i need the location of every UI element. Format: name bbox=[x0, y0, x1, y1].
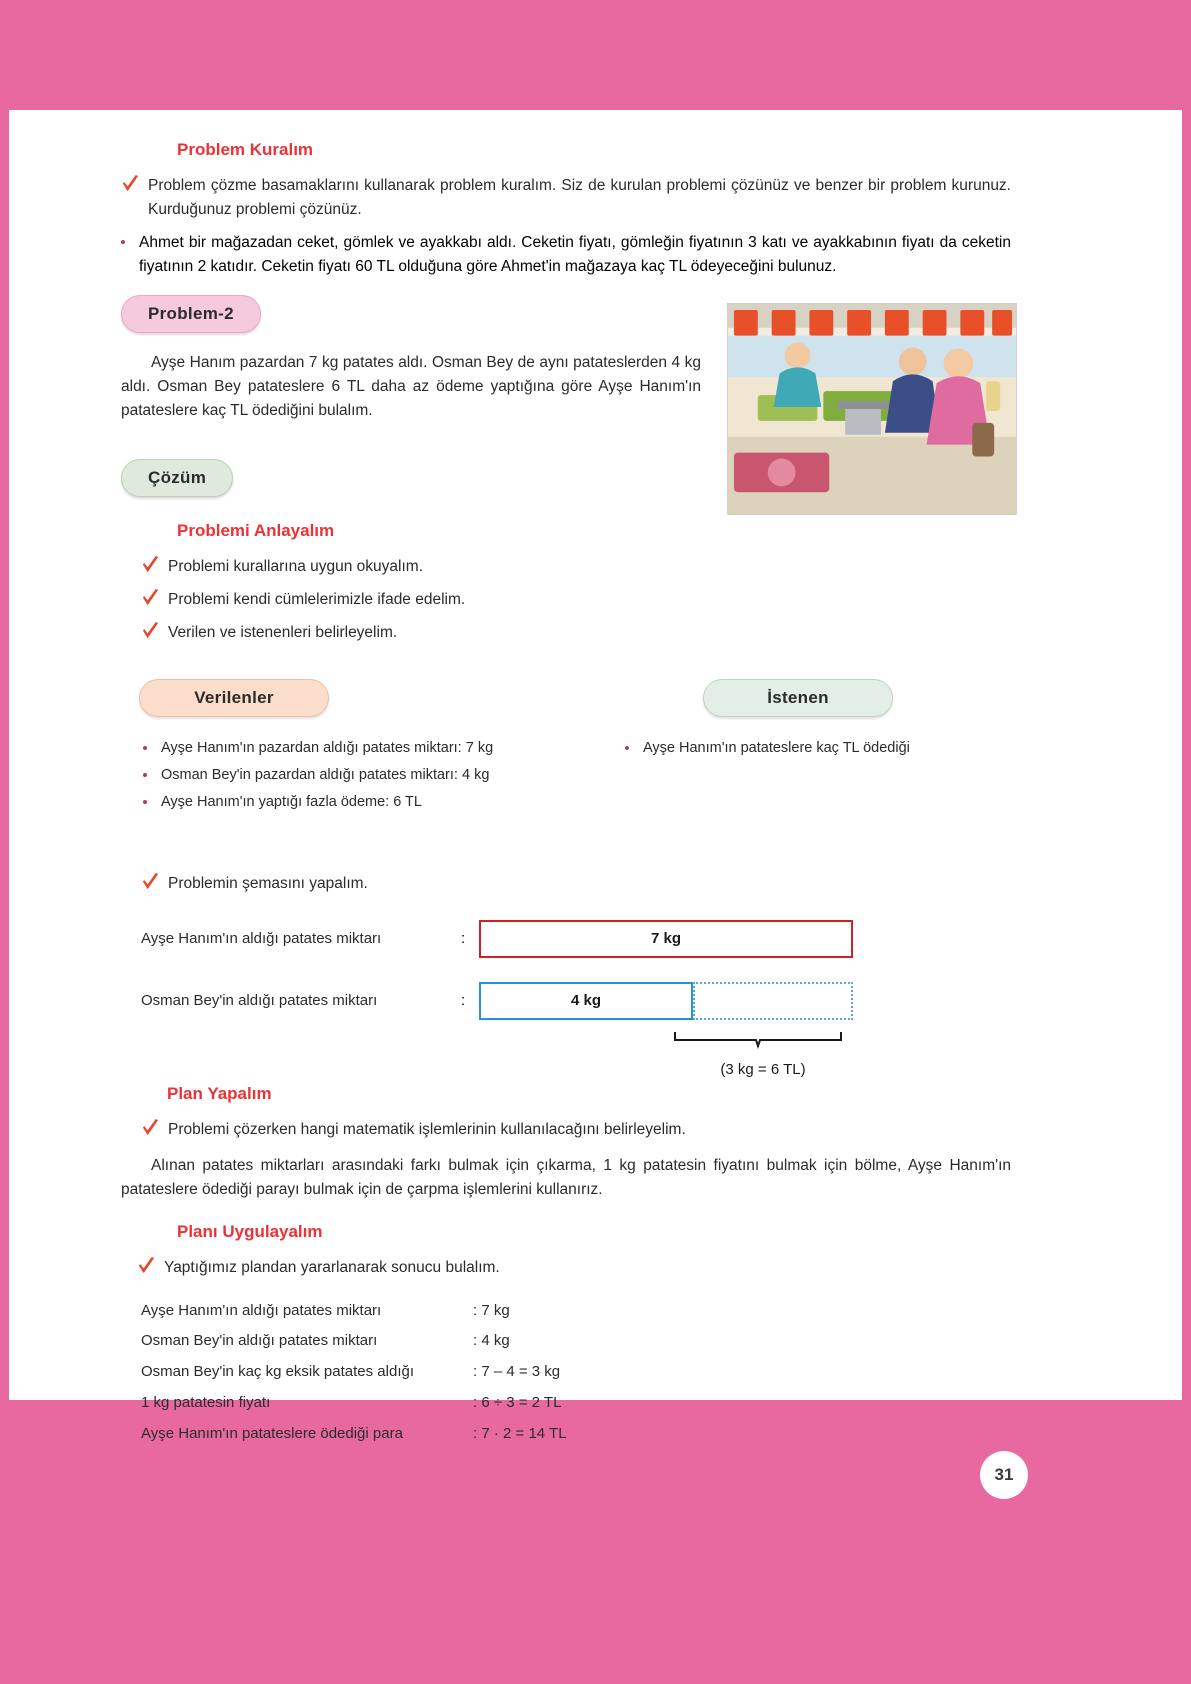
bullet-dot-icon bbox=[143, 773, 147, 777]
schema-row-label: Osman Bey'in aldığı patates miktarı bbox=[141, 992, 378, 1010]
result-value: : 7 – 4 = 3 kg bbox=[473, 1363, 561, 1381]
check-icon bbox=[141, 589, 160, 608]
schema-row-label: Ayşe Hanım'ın aldığı patates miktarı bbox=[141, 930, 382, 948]
given-asked-columns bbox=[121, 679, 1011, 815]
schema-row-colon: : bbox=[461, 992, 466, 1010]
plan-paragraph: Alınan patates miktarları arasındaki farkı bulmak için çıkarma, 1 kg patatesin fiyatını bulmak için bölme, Ayşe Hanım'ın patateslere ödediği parayı bulmak için de çarpma işlemlerini kullanırız. bbox=[121, 1156, 1011, 1198]
result-label: Osman Bey'in aldığı patates miktarı bbox=[141, 1332, 378, 1350]
check-row bbox=[141, 1118, 1011, 1142]
market-stall-illustration bbox=[727, 303, 1017, 515]
bullet-dot-icon bbox=[143, 800, 147, 804]
heading-problemi-anlayalim: Problemi Anlayalım bbox=[177, 521, 335, 541]
result-table bbox=[141, 1296, 1011, 1450]
page-number-badge bbox=[980, 1451, 1028, 1499]
check-text: Problemin şemasını yapalım. bbox=[168, 874, 368, 892]
istenen-pill bbox=[703, 679, 893, 717]
problem-2-pill-label: Problem-2 bbox=[148, 304, 234, 324]
check-row bbox=[141, 555, 1011, 579]
market-illustration-svg bbox=[728, 304, 1016, 514]
check-row bbox=[141, 872, 1011, 896]
curly-brace-icon bbox=[673, 1030, 843, 1050]
schema-bar-7kg: 7 kg bbox=[479, 920, 853, 958]
check-icon bbox=[137, 1257, 156, 1276]
page-sheet bbox=[9, 110, 1182, 1442]
problem-2-text: Ayşe Hanım pazardan 7 kg patates aldı. Osman Bey de aynı patateslerden 4 kg aldı. Osman Bey patateslere 6 TL daha az ödeme yaptığına göre Ayşe Hanım'ın patateslere kaç TL ödediğini bulalım. bbox=[121, 354, 701, 420]
check-text: Problemi çözerken hangi matematik işlemlerinin kullanılacağını belirleyelim. bbox=[168, 1120, 686, 1138]
list-item-label: Ayşe Hanım'ın patateslere kaç TL ödediği bbox=[643, 740, 910, 757]
istenen-pill-label: İstenen bbox=[767, 688, 829, 708]
check-icon bbox=[141, 1119, 160, 1138]
problem-2-block bbox=[121, 295, 1011, 423]
page-content bbox=[121, 140, 1011, 1449]
schema-bar-remainder bbox=[693, 982, 853, 1020]
check-row bbox=[121, 174, 1011, 222]
result-value: : 4 kg bbox=[473, 1332, 510, 1350]
problem-2-pill bbox=[121, 295, 261, 333]
result-value: : 7 kg bbox=[473, 1301, 510, 1319]
schema-row-colon: : bbox=[461, 930, 466, 948]
table-row bbox=[141, 1388, 1011, 1419]
list-item bbox=[143, 762, 619, 789]
cozum-pill bbox=[121, 459, 233, 497]
schema-block bbox=[121, 872, 1011, 1078]
cozum-pill-label: Çözüm bbox=[148, 468, 207, 488]
verilenler-pill-label: Verilenler bbox=[194, 688, 274, 708]
problem-2-text-column bbox=[121, 295, 701, 423]
heading-plani-uygulayalim: Planı Uygulayalım bbox=[177, 1221, 323, 1241]
verilenler-list bbox=[143, 735, 619, 815]
page-number: 31 bbox=[994, 1465, 1014, 1484]
list-item bbox=[625, 735, 1011, 762]
heading-plan-yapalim: Plan Yapalım bbox=[167, 1083, 272, 1103]
istenen-column bbox=[619, 679, 1011, 815]
check-icon bbox=[141, 556, 160, 575]
bullet-dot-icon bbox=[625, 746, 629, 750]
table-row bbox=[141, 1357, 1011, 1388]
list-item-label: Osman Bey'in pazardan aldığı patates miktarı: 4 kg bbox=[161, 766, 490, 783]
check-icon bbox=[121, 175, 140, 194]
result-label: 1 kg patatesin fiyatı bbox=[141, 1393, 271, 1411]
schema-row-osman bbox=[141, 982, 1011, 1020]
schema-row-ayse bbox=[141, 920, 1011, 958]
list-item-label: Ayşe Hanım'ın pazardan aldığı patates miktarı: 7 kg bbox=[161, 740, 494, 757]
check-row bbox=[137, 1256, 1011, 1280]
list-item bbox=[143, 789, 619, 816]
bullet-text: Ahmet bir mağazadan ceket, gömlek ve ayakkabı aldı. Ceketin fiyatı, gömleğin fiyatının 3 katı ve ayakkabının fiyatı da ceketin fiyatının 2 katıdır. Ceketin fiyatı 60 TL olduğuna göre Ahmet'in mağazaya kaç TL ödeyeceğini bulunuz. bbox=[139, 234, 1011, 276]
check-text: Verilen ve istenenleri belirleyelim. bbox=[168, 624, 398, 642]
verilenler-pill bbox=[139, 679, 329, 717]
check-row bbox=[141, 621, 1011, 645]
schema-brace-block bbox=[673, 1030, 853, 1078]
table-row bbox=[141, 1296, 1011, 1327]
bullet-dot-icon bbox=[121, 240, 125, 244]
result-value: : 6 ÷ 3 = 2 TL bbox=[473, 1393, 562, 1411]
table-row bbox=[141, 1419, 1011, 1450]
result-label: Ayşe Hanım'ın patateslere ödediği para bbox=[141, 1424, 403, 1442]
heading-problem-kuralim: Problem Kuralım bbox=[177, 140, 314, 159]
istenen-list bbox=[625, 735, 1011, 762]
list-item bbox=[143, 735, 619, 762]
check-text: Yaptığımız plandan yararlanarak sonucu bulalım. bbox=[164, 1258, 500, 1276]
result-label: Osman Bey'in kaç kg eksik patates aldığı bbox=[141, 1363, 414, 1381]
check-text: Problemi kurallarına uygun okuyalım. bbox=[168, 558, 424, 576]
bullet-row bbox=[121, 231, 1011, 279]
check-icon bbox=[141, 622, 160, 641]
verilenler-column bbox=[121, 679, 619, 815]
list-item-label: Ayşe Hanım'ın yaptığı fazla ödeme: 6 TL bbox=[161, 793, 422, 810]
schema-brace-label: (3 kg = 6 TL) bbox=[720, 1060, 806, 1078]
check-text: Problem çözme basamaklarını kullanarak problem kuralım. Siz de kurulan problemi çözünüz ve benzer bir problem kurunuz. Kurduğunuz problemi çözünüz. bbox=[148, 177, 1011, 219]
check-row bbox=[141, 588, 1011, 612]
check-icon bbox=[141, 873, 160, 892]
bullet-dot-icon bbox=[143, 746, 147, 750]
check-text: Problemi kendi cümlelerimizle ifade edelim. bbox=[168, 591, 466, 609]
table-row bbox=[141, 1326, 1011, 1357]
cozum-check-list bbox=[141, 555, 1011, 645]
result-label: Ayşe Hanım'ın aldığı patates miktarı bbox=[141, 1301, 382, 1319]
result-value: : 7 · 2 = 14 TL bbox=[473, 1424, 567, 1442]
schema-bar-4kg: 4 kg bbox=[479, 982, 693, 1020]
